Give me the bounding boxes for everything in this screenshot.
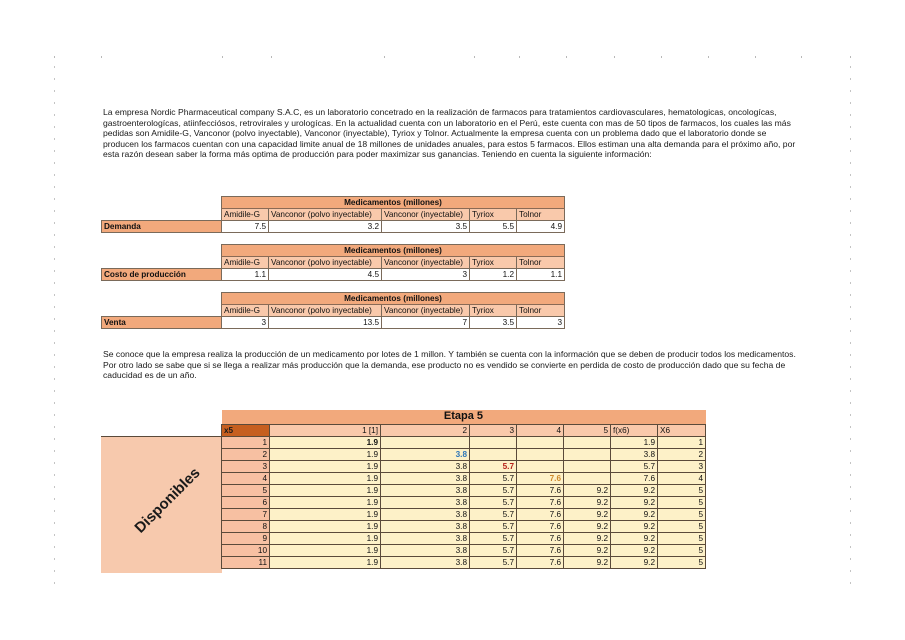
value-cell[interactable]: [517, 448, 564, 460]
x6-cell[interactable]: 5: [658, 484, 706, 496]
value-cell[interactable]: [564, 460, 611, 472]
value-cell[interactable]: 1.9: [270, 532, 381, 544]
value-cell[interactable]: 5.7: [470, 556, 517, 568]
value-cell[interactable]: 1.9: [270, 460, 381, 472]
disponibles-block: [101, 436, 222, 573]
column-header: Vanconor (inyectable): [382, 209, 470, 221]
column-header: Tyriox: [470, 209, 517, 221]
column-header: Vanconor (polvo inyectable): [269, 257, 382, 269]
row-index: 11: [222, 556, 270, 568]
column-header: Tolnor: [517, 305, 565, 317]
fx6-header: f(x6): [611, 424, 658, 436]
value-cell[interactable]: 3.8: [381, 544, 470, 556]
value-cell[interactable]: 7: [382, 317, 470, 329]
value-cell[interactable]: 7.6: [517, 544, 564, 556]
x6-cell[interactable]: 3: [658, 460, 706, 472]
column-header: Amidile-G: [222, 305, 269, 317]
value-cell[interactable]: 13.5: [269, 317, 382, 329]
value-cell[interactable]: 9.2: [564, 496, 611, 508]
value-cell[interactable]: 3.5: [382, 221, 470, 233]
value-cell[interactable]: [470, 448, 517, 460]
x6-cell[interactable]: 5: [658, 496, 706, 508]
fx6-cell[interactable]: 1.9: [611, 436, 658, 448]
page-guide-left: [54, 66, 55, 586]
value-cell[interactable]: 3.8: [381, 556, 470, 568]
value-cell[interactable]: 1.9: [270, 484, 381, 496]
table-row: [222, 484, 706, 496]
row-index: 3: [222, 460, 270, 472]
value-cell[interactable]: 7.6: [517, 532, 564, 544]
value-cell[interactable]: 3.8: [381, 520, 470, 532]
column-header: 5: [564, 424, 611, 436]
value-cell[interactable]: 9.2: [564, 484, 611, 496]
x6-cell[interactable]: 5: [658, 520, 706, 532]
table-title: Medicamentos (millones): [222, 197, 565, 209]
table-row: [222, 496, 706, 508]
value-cell[interactable]: [517, 460, 564, 472]
value-cell[interactable]: 5.7: [470, 496, 517, 508]
x6-cell[interactable]: 1: [658, 436, 706, 448]
value-cell[interactable]: 1.9: [270, 448, 381, 460]
row-label: Costo de producción: [102, 269, 222, 281]
value-cell[interactable]: [564, 448, 611, 460]
value-cell[interactable]: 7.6: [517, 496, 564, 508]
value-cell[interactable]: 1.9: [270, 508, 381, 520]
column-header: Tyriox: [470, 305, 517, 317]
value-cell[interactable]: 3.8: [381, 532, 470, 544]
column-header: Tyriox: [470, 257, 517, 269]
value-cell[interactable]: 1.9: [270, 520, 381, 532]
value-cell[interactable]: 3.8: [381, 448, 470, 460]
row-index: 1: [222, 436, 270, 448]
table-title: Medicamentos (millones): [222, 245, 565, 257]
value-cell[interactable]: 7.6: [517, 556, 564, 568]
table-row: [222, 472, 706, 484]
table-row: [222, 460, 706, 472]
fx6-cell[interactable]: 5.7: [611, 460, 658, 472]
x6-cell[interactable]: 5: [658, 556, 706, 568]
value-cell[interactable]: 5.7: [470, 544, 517, 556]
column-header: Tolnor: [517, 257, 565, 269]
value-cell[interactable]: 3: [517, 317, 565, 329]
column-header: Vanconor (inyectable): [382, 257, 470, 269]
value-cell[interactable]: [470, 436, 517, 448]
row-label: Demanda: [102, 221, 222, 233]
value-cell[interactable]: 1.9: [270, 496, 381, 508]
value-cell[interactable]: 3.5: [470, 317, 517, 329]
production-cost-table: [101, 244, 565, 281]
value-cell[interactable]: [517, 436, 564, 448]
table-row: [222, 544, 706, 556]
value-cell[interactable]: 9.2: [564, 544, 611, 556]
table-row: [222, 448, 706, 460]
fx6-cell[interactable]: 9.2: [611, 496, 658, 508]
value-cell[interactable]: 1.9: [270, 436, 381, 448]
column-header: Vanconor (polvo inyectable): [269, 305, 382, 317]
row-index: 2: [222, 448, 270, 460]
value-cell[interactable]: 5.5: [470, 221, 517, 233]
fx6-cell[interactable]: 9.2: [611, 520, 658, 532]
value-cell[interactable]: 3.8: [381, 460, 470, 472]
disponibles-label: Disponibles: [131, 464, 204, 537]
table-row: [222, 436, 706, 448]
value-cell[interactable]: [381, 436, 470, 448]
value-cell[interactable]: 9.2: [564, 520, 611, 532]
value-cell[interactable]: 5.7: [470, 472, 517, 484]
demand-table: [101, 196, 565, 233]
stage-title: Etapa 5: [222, 410, 706, 424]
value-cell[interactable]: [564, 472, 611, 484]
value-cell[interactable]: 1.9: [270, 472, 381, 484]
value-cell[interactable]: 5.7: [470, 484, 517, 496]
row-index: 9: [222, 532, 270, 544]
value-cell[interactable]: 3.8: [381, 484, 470, 496]
sale-price-table: [101, 292, 565, 329]
row-index: 4: [222, 472, 270, 484]
table-row: [222, 532, 706, 544]
value-cell[interactable]: 5.7: [470, 532, 517, 544]
row-index: 7: [222, 508, 270, 520]
row-index: 8: [222, 520, 270, 532]
value-cell[interactable]: 7.5: [222, 221, 269, 233]
value-cell[interactable]: 3.8: [381, 496, 470, 508]
fx6-cell[interactable]: 9.2: [611, 484, 658, 496]
column-header: 2: [381, 424, 470, 436]
x6-cell[interactable]: 5: [658, 532, 706, 544]
x6-header: X6: [658, 424, 706, 436]
column-header: 4: [517, 424, 564, 436]
row-index: 10: [222, 544, 270, 556]
value-cell[interactable]: 1.9: [270, 544, 381, 556]
value-cell[interactable]: 3.8: [381, 472, 470, 484]
stage-5-table: [221, 410, 706, 569]
x6-cell[interactable]: 5: [658, 544, 706, 556]
column-header: Amidile-G: [222, 257, 269, 269]
column-header: Vanconor (inyectable): [382, 305, 470, 317]
fx6-cell[interactable]: 9.2: [611, 532, 658, 544]
value-cell[interactable]: 3.2: [269, 221, 382, 233]
fx6-cell[interactable]: 3.8: [611, 448, 658, 460]
column-header: 3: [470, 424, 517, 436]
value-cell[interactable]: 1.9: [270, 556, 381, 568]
x5-header: x5: [222, 424, 270, 436]
conditions-paragraph: Se conoce que la empresa realiza la producción de un medicamento por lotes de 1 millon. Y también se cuenta con la información que se deben de producir todos los medicamentos. Por otro lado se sabe que si se llega a realizar más producción que la demanda, ese producto no es vendido se convierte en perdida de costo de producción dado que su fecha de caducidad es de un año.: [103, 349, 796, 381]
column-header: Amidile-G: [222, 209, 269, 221]
value-cell[interactable]: 5.7: [470, 508, 517, 520]
value-cell[interactable]: 3: [382, 269, 470, 281]
column-header: Tolnor: [517, 209, 565, 221]
fx6-cell[interactable]: 9.2: [611, 556, 658, 568]
intro-paragraph: La empresa Nordic Pharmaceutical company S.A.C, es un laboratorio concetrado en la realización de farmacos para tratamientos cardiovasculares, hematologicas, oncologícas, gastroenterologícas, atiinfecciósos, retrovirales y urologícas. En la actualidad cuenta con un laboratorio en el Perú, este cuenta con mas de 50 tipos de farmacos, los cuales las más pedidas son Amidile-G, Vanconor (polvo inyectable), Vanconor (inyectable), Tyriox y Tolnor. Actualmente la empresa cuenta con un problema dado que el laboratorio donde se producen los farmacos cuentan con una capacidad limite anual de 18 millones de unidades anuales, para estos 5 farmacos. Ellos estiman una alta demanda para el próximo año, por esta razón desean saber la forma más optima de producción para poder maximizar sus ganancias. Teniendo en cuenta la siguiente información:: [103, 107, 796, 160]
value-cell[interactable]: 7.6: [517, 472, 564, 484]
value-cell[interactable]: [564, 436, 611, 448]
value-cell[interactable]: 9.2: [564, 532, 611, 544]
value-cell[interactable]: 7.6: [517, 520, 564, 532]
table-title: Medicamentos (millones): [222, 293, 565, 305]
row-label: Venta: [102, 317, 222, 329]
page-guide-right: [850, 66, 851, 586]
x6-cell[interactable]: 5: [658, 508, 706, 520]
value-cell[interactable]: 1.2: [470, 269, 517, 281]
value-cell[interactable]: 7.6: [517, 508, 564, 520]
value-cell[interactable]: 1.1: [517, 269, 565, 281]
x6-cell[interactable]: 2: [658, 448, 706, 460]
row-index: 5: [222, 484, 270, 496]
column-header: 1 [1]: [270, 424, 381, 436]
value-cell[interactable]: 9.2: [564, 556, 611, 568]
table-row: [222, 520, 706, 532]
column-header: Vanconor (polvo inyectable): [269, 209, 382, 221]
value-cell[interactable]: 3: [222, 317, 269, 329]
table-row: [222, 556, 706, 568]
value-cell[interactable]: 1.1: [222, 269, 269, 281]
table-row: [222, 508, 706, 520]
fx6-cell[interactable]: 9.2: [611, 544, 658, 556]
value-cell[interactable]: 5.7: [470, 520, 517, 532]
x6-cell[interactable]: 4: [658, 472, 706, 484]
fx6-cell[interactable]: 9.2: [611, 508, 658, 520]
value-cell[interactable]: 4.5: [269, 269, 382, 281]
value-cell[interactable]: 5.7: [470, 460, 517, 472]
row-index: 6: [222, 496, 270, 508]
value-cell[interactable]: 9.2: [564, 508, 611, 520]
value-cell[interactable]: 4.9: [517, 221, 565, 233]
value-cell[interactable]: 3.8: [381, 508, 470, 520]
fx6-cell[interactable]: 7.6: [611, 472, 658, 484]
value-cell[interactable]: 7.6: [517, 484, 564, 496]
page-guide-top: [0, 56, 905, 58]
